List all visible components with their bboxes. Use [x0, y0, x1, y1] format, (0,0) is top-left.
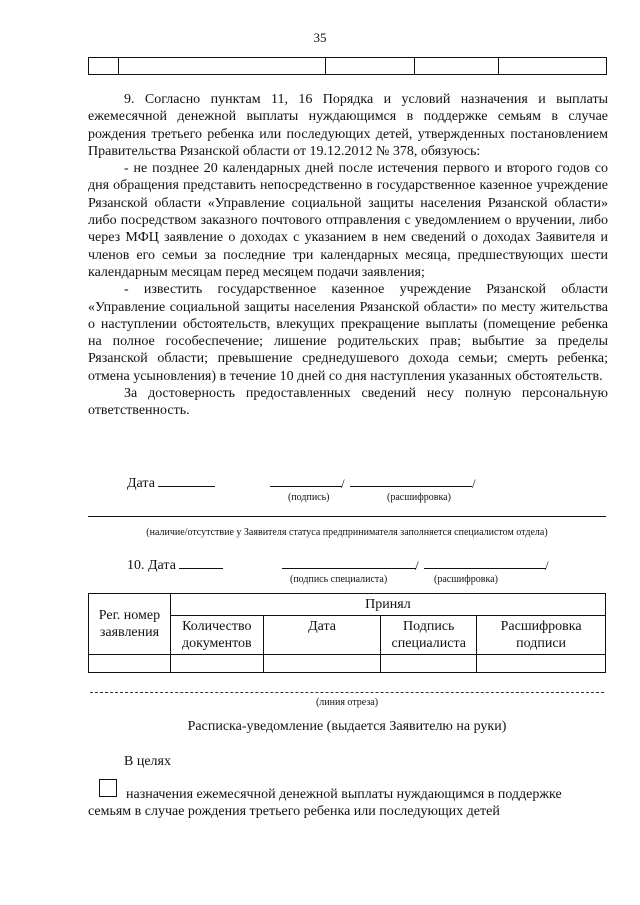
table-cell[interactable]: [263, 655, 381, 673]
separator-line: [88, 516, 606, 517]
signature-caption: (подпись): [288, 492, 330, 503]
date-label: Дата: [127, 476, 155, 491]
receipt-title: Расписка-уведомление (выдается Заявителю на руки): [187, 719, 507, 734]
purpose-label: В целях: [124, 754, 171, 769]
date-input-line[interactable]: [158, 474, 215, 487]
column-header: Подпись специалиста: [381, 616, 477, 655]
specialist-signature-caption: (подпись специалиста): [290, 574, 388, 585]
obligation-item-2: - известить государственное казенное учреждение Рязанской области «Управление социальной защиты населения Рязанской области» по месту жительства о наступлении обстоятельств, влекущих прекращение выплаты (помещение ребенка на полное гособеспечение; лишение родительских прав; выбытие за пределы Рязанской области; превышение среднедушевого дохода семьи; смерть ребенка; отмена усыновления) в течение 10 дней со дня наступления указанных обстоятельств.: [88, 282, 608, 384]
table-divider: [118, 58, 119, 74]
responsibility-statement: За достоверность предоставленных сведений несу полную персональную ответственность.: [88, 386, 608, 419]
registration-table: [88, 593, 606, 673]
section-9-intro: 9. Согласно пунктам 11, 16 Порядка и условий назначения и выплаты ежемесячной денежной выплаты нуждающимся в поддержке семьям в случае рождения третьего ребенка или последующих детей, утвержденных постановлением Правительства Рязанской области от 19.12.2012 № 378, обязуюсь:: [88, 92, 608, 159]
reg-number-header: Рег. номер заявления: [89, 594, 171, 655]
continuation-table-row: [88, 57, 607, 75]
column-header: Количество документов: [170, 616, 263, 655]
accepted-header: Принял: [170, 594, 605, 616]
cut-line: [90, 692, 604, 693]
decode-caption: (расшифровка): [387, 492, 451, 503]
specialist-signature-line[interactable]: [282, 568, 416, 569]
entrepreneur-note: (наличие/отсутствие у Заявителя статуса предпринимателя заполняется специалистом отдела): [146, 527, 548, 538]
table-cell[interactable]: [170, 655, 263, 673]
table-divider: [498, 58, 499, 74]
checkbox-label: назначения ежемесячной денежной выплаты нуждающимся в поддержке семьям в случае рождения третьего ребенка или последующих детей: [88, 787, 562, 820]
obligation-item-1: - не позднее 20 календарных дней после истечения первого и второго годов со дня обращения представить непосредственно в государственное казенное учреждение Рязанской области «Управление социальной защиты населения Рязанской области» либо посредством заказного почтового отправления с уведомлением о вручении, либо через МФЦ заявление о доходах с указанием в нем сведений о доходах Заявителя и членов его семьи за последние три календарных месяца, предшествующих шести календарным месяцам перед месяцем подачи заявления;: [88, 161, 608, 280]
column-header: Дата: [263, 616, 381, 655]
table-cell[interactable]: [477, 655, 606, 673]
page-number: 35: [313, 30, 327, 45]
cut-line-caption: (линия отреза): [315, 697, 379, 708]
table-cell[interactable]: [89, 655, 171, 673]
date-input-line[interactable]: [179, 556, 223, 569]
section-9-body: [88, 91, 608, 420]
signature-line[interactable]: [270, 486, 342, 487]
specialist-decode-caption: (расшифровка): [434, 574, 498, 585]
specialist-decode-line[interactable]: [424, 568, 546, 569]
section-10-date-label: 10. Дата: [127, 558, 176, 573]
table-divider: [414, 58, 415, 74]
date-field-2: [127, 556, 223, 574]
date-field-1: [127, 474, 215, 492]
table-divider: [325, 58, 326, 74]
column-header: Расшифровка подписи: [477, 616, 606, 655]
decode-line[interactable]: [350, 486, 472, 487]
table-cell[interactable]: [381, 655, 477, 673]
